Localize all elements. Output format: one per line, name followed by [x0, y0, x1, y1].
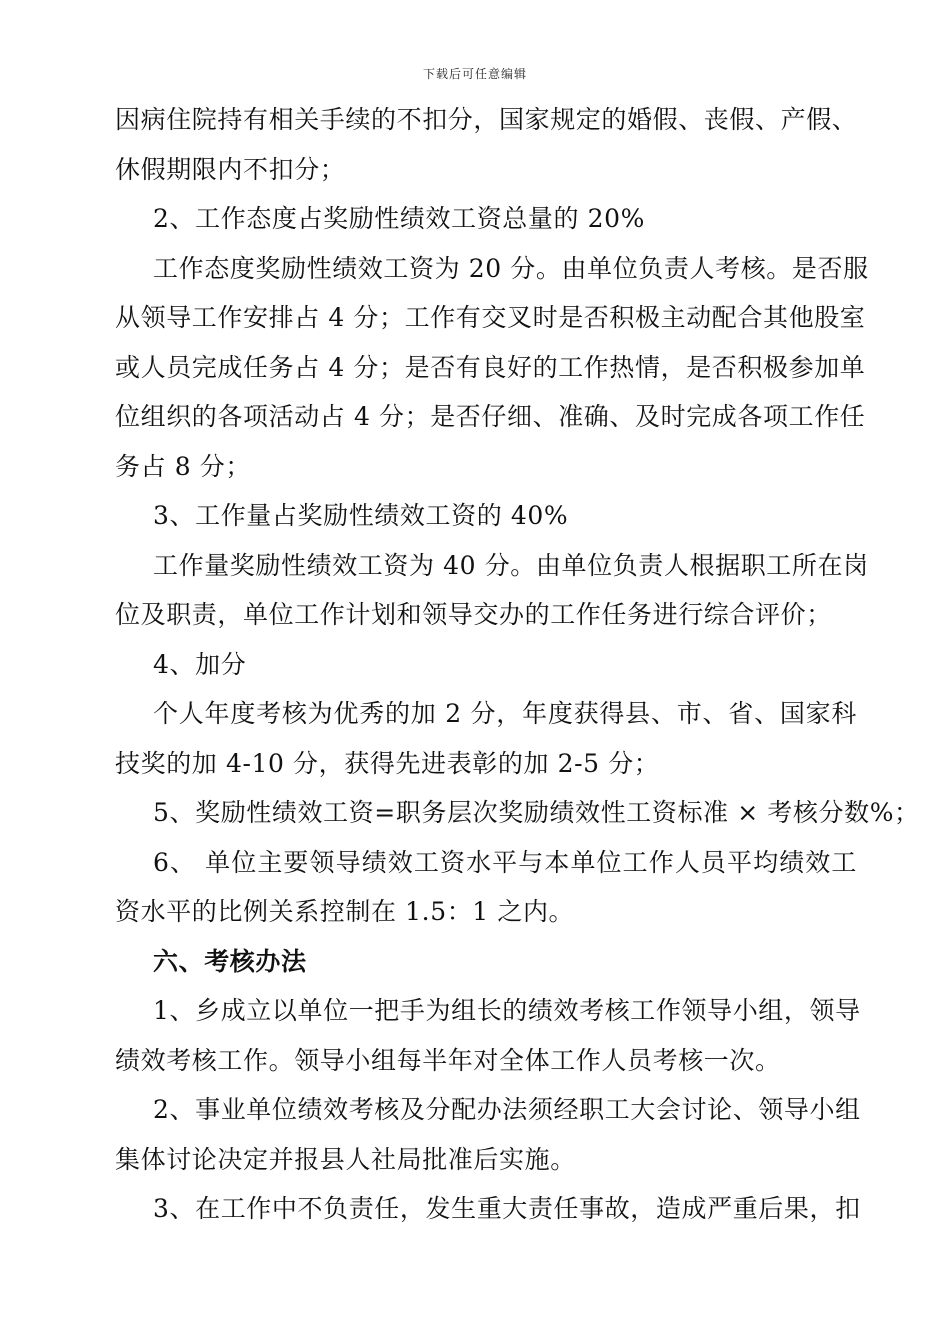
paragraph-line: 务占 8 分； [115, 451, 251, 481]
paragraph-line: 2、事业单位绩效考核及分配办法须经职工大会讨论、领导小组 [153, 1095, 861, 1124]
paragraph-line: 休假期限内不扣分； [115, 154, 346, 184]
paragraph-line: 位及职责，单位工作计划和领导交办的工作任务进行综合评价； [115, 600, 832, 629]
paragraph-line: 5、奖励性绩效工资=职务层次奖励绩效性工资标准 × 考核分数%； [153, 798, 920, 827]
paragraph-line: 个人年度考核为优秀的加 2 分，年度获得县、市、省、国家科 [153, 699, 857, 728]
header-note: 下载后可任意编辑 [422, 67, 527, 81]
paragraph-line: 1、乡成立以单位一把手为组长的绩效考核工作领导小组，领导 [153, 996, 861, 1025]
paragraph-line: 绩效考核工作。领导小组每半年对全体工作人员考核一次。 [115, 1045, 781, 1075]
paragraph-line: 从领导工作安排占 4 分；工作有交叉时是否积极主动配合其他股室 [115, 303, 866, 332]
document-body [115, 95, 920, 1234]
paragraph-line: 因病住院持有相关手续的不扣分，国家规定的婚假、丧假、产假、 [115, 105, 858, 134]
paragraph-line: 集体讨论决定并报县人社局批准后实施。 [115, 1144, 576, 1174]
paragraph-line: 工作态度奖励性绩效工资为 20 分。由单位负责人考核。是否服 [153, 253, 869, 283]
paragraph-line: 位组织的各项活动占 4 分；是否仔细、准确、及时完成各项工作任 [115, 402, 866, 431]
section-item-title: 2、工作态度占奖励性绩效工资总量的 20% [153, 204, 646, 233]
section-heading: 六、考核办法 [153, 946, 307, 976]
paragraph-line: 或人员完成任务占 4 分；是否有良好的工作热情，是否积极参加单 [115, 352, 866, 382]
paragraph-line: 3、在工作中不负责任，发生重大责任事故，造成严重后果，扣 [153, 1194, 861, 1223]
section-item-title: 4、加分 [153, 649, 247, 679]
paragraph-line: 技奖的加 4-10 分，获得先进表彰的加 2-5 分； [115, 748, 660, 778]
section-item-title: 3、工作量占奖励性绩效工资的 40% [153, 501, 569, 530]
paragraph-line: 6、 单位主要领导绩效工资水平与本单位工作人员平均绩效工 [153, 847, 857, 877]
paragraph-line: 工作量奖励性绩效工资为 40 分。由单位负责人根据职工所在岗 [153, 550, 869, 580]
paragraph-line: 资水平的比例关系控制在 1.5：1 之内。 [115, 897, 575, 926]
